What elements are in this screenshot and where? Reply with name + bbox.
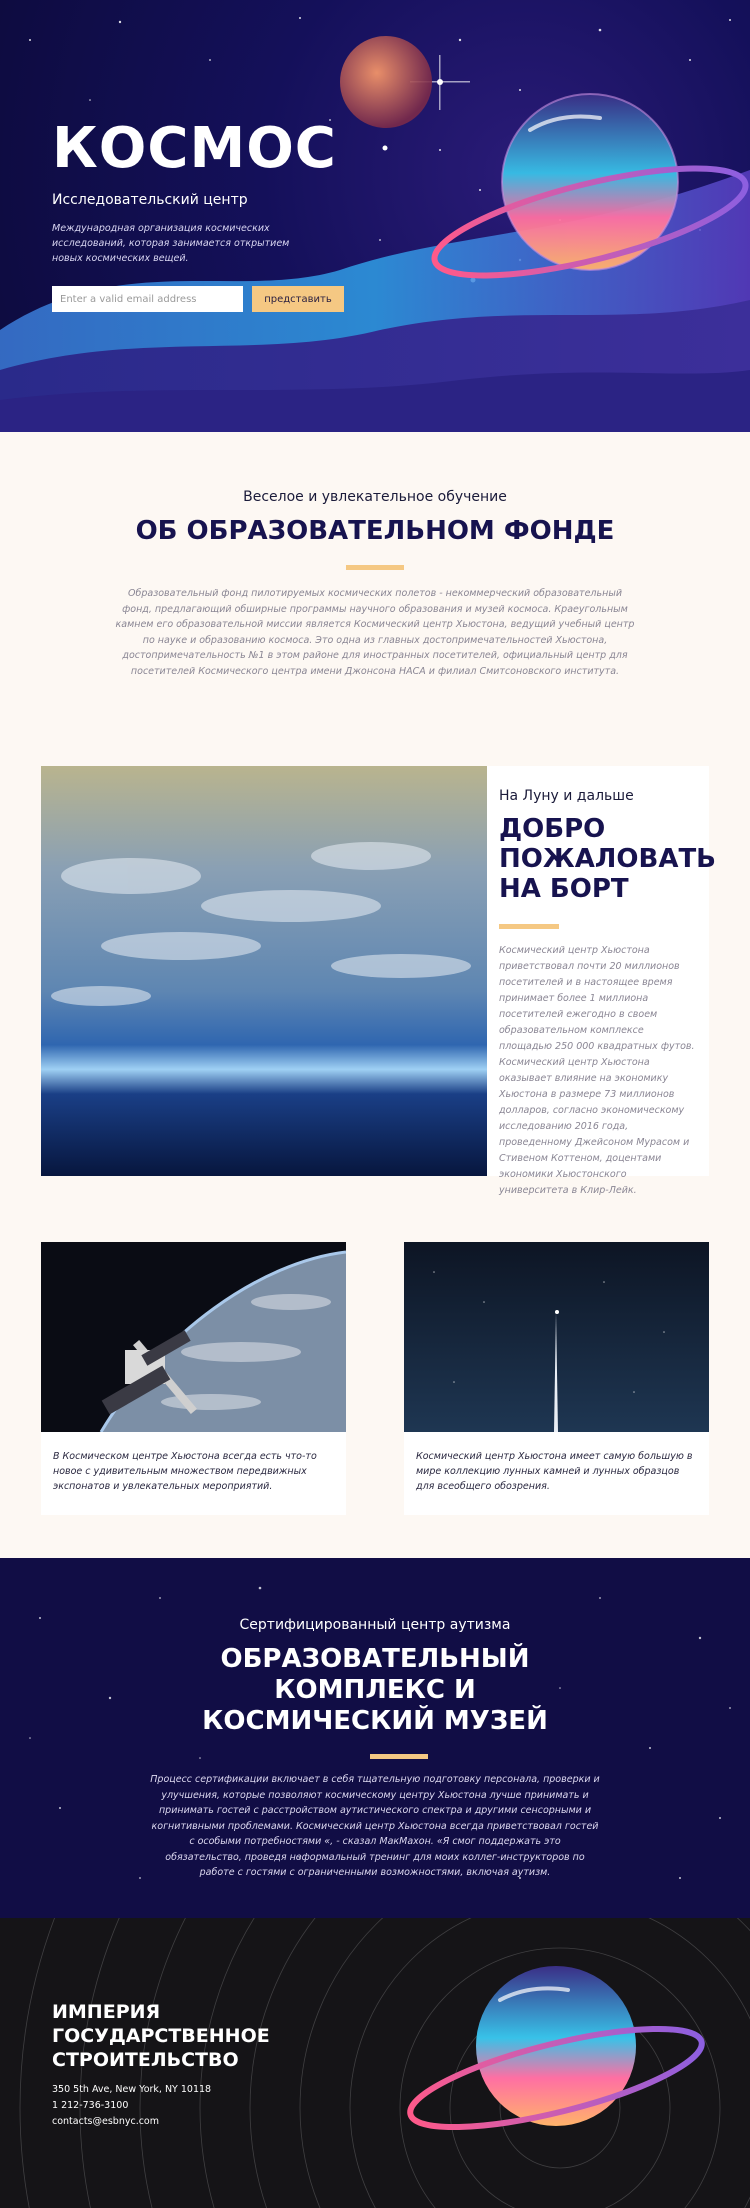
footer-title: ИМПЕРИЯ ГОСУДАРСТВЕННОЕ СТРОИТЕЛЬСТВО	[52, 2001, 270, 2071]
accent-divider	[370, 1754, 428, 1759]
hero-section	[0, 0, 750, 432]
hero-description: Международная организация космических исследований, которая занимается открытием новых космических вещей.	[52, 223, 290, 264]
about-title: ОБ ОБРАЗОВАТЕЛЬНОМ ФОНДЕ	[135, 516, 615, 546]
submit-button[interactable]: представить	[252, 286, 344, 312]
rocket-launch-photo	[404, 1242, 709, 1432]
hero-subtitle: Исследовательский центр	[52, 192, 248, 208]
accent-divider	[499, 924, 559, 929]
news-card	[404, 1242, 709, 1515]
welcome-text: Космический центр Хьюстона приветствовал почти 20 миллионов посетителей и в настоящее время принимает более 1 миллиона посетителей ежегодно в своем образовательном комплексе площадью 250 000 квадратных футов. Космический центр Хьюстона оказывает влияние на экономику Хьюстона в размере 73 миллионов долларов, согласно экономическому исследованию 2016 года, проведенному Джейсоном Мурасом и Стивеном Коттеном, доцентами экономики Хьюстонского университета в Клир-Лейк.	[499, 945, 695, 1196]
space-illustration	[0, 0, 750, 432]
autism-text: Процесс сертификации включает в себя тщательную подготовку персонала, проверки и улучшения, которые позволяют космическому центру Хьюстона лучше принимать и принимать гостей с расстройством аутистического спектра и другими сенсорными и когнитивными проблемами. Космический центр Хьюстона всегда приветствовал гостей с особыми потребностями «, - сказал МакМахон. «Я смог поддержать это обязательство, проведя неформальный тренинг для моих коллег-инструкторов по работе с гостями с ограниченными возможностями, включая аутизм.	[150, 1774, 600, 1878]
email-link[interactable]: contacts@esbnyc.com	[52, 2116, 160, 2127]
autism-title: ОБРАЗОВАТЕЛЬНЫЙ КОМПЛЕКС И КОСМИЧЕСКИЙ МУЗЕЙ	[202, 1644, 548, 1736]
welcome-section	[0, 762, 750, 1202]
welcome-title: ДОБРО ПОЖАЛОВАТЬ НА БОРТ	[499, 814, 717, 904]
news-text: Космический центр Хьюстона имеет самую большую в мире коллекцию лунных камней и лунных образцов для всеобщего обозрения.	[416, 1451, 693, 1492]
earth-orbit-photo	[41, 766, 487, 1176]
space-station-photo	[41, 1242, 346, 1432]
news-section	[0, 1202, 750, 1558]
footer-section	[0, 1918, 750, 2208]
news-text: В Космическом центре Хьюстона всегда есть что-то новое с удивительным множеством передвижных экспонатов и увлекательных мероприятий.	[53, 1451, 317, 1492]
welcome-kicker: На Луну и дальше	[499, 788, 634, 804]
news-card	[41, 1242, 346, 1515]
email-input[interactable]	[52, 286, 243, 312]
about-section	[0, 432, 750, 762]
phone-link[interactable]: 1 212-736-3100	[52, 2100, 129, 2111]
autism-section	[0, 1558, 750, 1918]
about-text: Образовательный фонд пилотируемых космических полетов - некоммерческий образовательный фонд, предлагающий обширные программы научного образования и музей космоса. Краеугольным камнем его образовательной миссии является Космический центр Хьюстона, ведущий учебный центр по науке и образованию космоса. Это одна из главных достопримечательностей Хьюстона, достопримечательность №1 в этом районе для иностранных посетителей, официальный центр для посетителей Космического центра имени Джонсона НАСА и филиал Смитсоновского института.	[115, 588, 635, 677]
subscribe-form	[52, 286, 344, 312]
address-text: 350 5th Ave, New York, NY 10118	[52, 2084, 212, 2095]
accent-divider	[346, 565, 404, 570]
about-kicker: Веселое и увлекательное обучение	[243, 489, 507, 505]
welcome-card	[487, 766, 717, 1196]
page-title: КОСМОС	[52, 116, 337, 181]
autism-kicker: Сертифицированный центр аутизма	[239, 1617, 511, 1633]
contact-info	[52, 2082, 211, 2130]
